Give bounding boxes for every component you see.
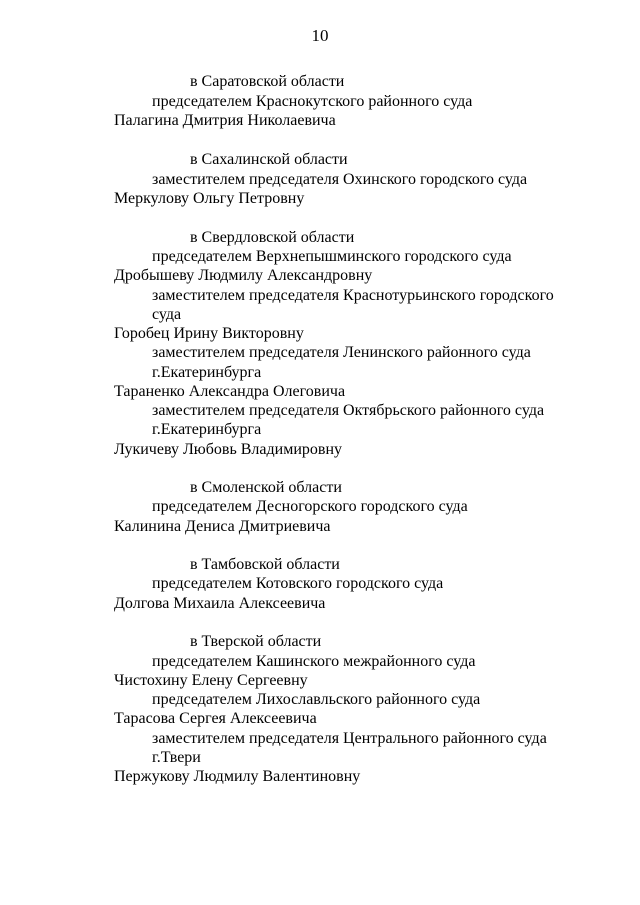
- position-line: председателем Кашинского межрайонного суда: [152, 653, 476, 670]
- page-number: 10: [311, 26, 329, 45]
- region-heading: в Сахалинской области: [190, 151, 348, 168]
- position-line: председателем Верхнепышминского городского суда: [152, 248, 512, 265]
- position-line: заместителем председателя Ленинского районного суда: [152, 344, 531, 361]
- position-line: заместителем председателя Центрального районного суда: [152, 730, 547, 747]
- person-name: Долгова Михаила Алексеевича: [114, 595, 326, 612]
- person-name: Калинина Дениса Дмитриевича: [114, 518, 331, 535]
- person-name: Меркулову Ольгу Петровну: [114, 190, 305, 207]
- region-heading: в Тамбовской области: [190, 556, 340, 573]
- region-heading: в Смоленской области: [190, 479, 342, 496]
- region-heading: в Свердловской области: [190, 229, 355, 246]
- position-line: г.Твери: [152, 749, 201, 766]
- person-name: Дробышеву Людмилу Александровну: [114, 267, 373, 284]
- position-line: заместителем председателя Октябрьского районного суда: [152, 402, 545, 419]
- person-name: Лукичеву Любовь Владимировну: [114, 441, 343, 458]
- position-line: г.Екатеринбурга: [152, 364, 262, 381]
- person-name: Чистохину Елену Сергеевну: [114, 672, 308, 689]
- person-name: Палагина Дмитрия Николаевича: [114, 112, 336, 129]
- position-line: г.Екатеринбурга: [152, 421, 262, 438]
- position-line: суда: [152, 306, 182, 323]
- region-heading: в Тверской области: [190, 633, 322, 650]
- person-name: Тарасова Сергея Алексеевича: [114, 710, 317, 727]
- person-name: Горобец Ирину Викторовну: [114, 325, 304, 342]
- position-line: председателем Краснокутского районного суда: [152, 93, 473, 110]
- position-line: председателем Лихославльского районного суда: [152, 691, 481, 708]
- person-name: Тараненко Александра Олеговича: [114, 383, 346, 400]
- region-heading: в Саратовской области: [190, 73, 345, 90]
- position-line: заместителем председателя Краснотурьинского городского: [152, 287, 554, 304]
- position-line: председателем Котовского городского суда: [152, 575, 444, 592]
- position-line: заместителем председателя Охинского городского суда: [152, 171, 528, 188]
- position-line: председателем Десногорского городского суда: [152, 498, 468, 515]
- person-name: Пержукову Людмилу Валентиновну: [114, 768, 361, 785]
